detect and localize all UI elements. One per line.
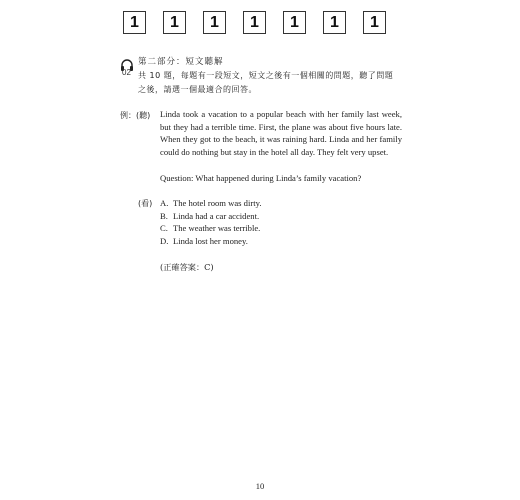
option-c — [160, 222, 261, 235]
track-number: 02 — [122, 68, 131, 77]
option-b — [160, 210, 261, 223]
option-text: The hotel room was dirty. — [173, 198, 262, 208]
answer-box-row — [123, 11, 386, 34]
passage-text: Linda took a vacation to a popular beach with her family last week, but they had a terrible time. First, the plane was about five hours late. When they got to the beach, it was raining hard. Linda and her family could do nothing but stay in the hotel all day. They felt very upset. — [160, 109, 402, 157]
example-label: 例：(聽) — [120, 111, 151, 120]
see-label: (看) — [138, 199, 153, 208]
answer-box: 1 — [163, 11, 186, 34]
correct-answer: (正確答案：C) — [160, 262, 214, 272]
option-letter: A. — [160, 198, 169, 208]
option-text: Linda had a car accident. — [173, 210, 260, 221]
option-list — [160, 197, 261, 248]
example-question: Question: What happened during Linda’s family vacation? — [160, 173, 362, 183]
option-letter: B. — [160, 210, 168, 221]
example-passage — [160, 108, 402, 158]
page-number: 10 — [255, 481, 265, 491]
answer-box: 1 — [283, 11, 306, 34]
section-title: 第二部分：短文聽解 — [138, 57, 224, 67]
option-a — [160, 197, 261, 210]
answer-box: 1 — [323, 11, 346, 34]
option-letter: D. — [160, 236, 169, 247]
answer-box: 1 — [203, 11, 226, 34]
option-text: Linda lost her money. — [173, 236, 248, 247]
option-d — [160, 235, 261, 248]
option-text: The weather was terrible. — [173, 223, 261, 234]
answer-box: 1 — [123, 11, 146, 34]
option-letter: C. — [160, 223, 168, 234]
answer-box: 1 — [363, 11, 386, 34]
answer-box: 1 — [243, 11, 266, 34]
section-instructions: 共 10 題，每題有一段短文，短文之後有一個相關的問題，聽了問題之後，請選一個最適合的回答。 — [138, 71, 394, 94]
